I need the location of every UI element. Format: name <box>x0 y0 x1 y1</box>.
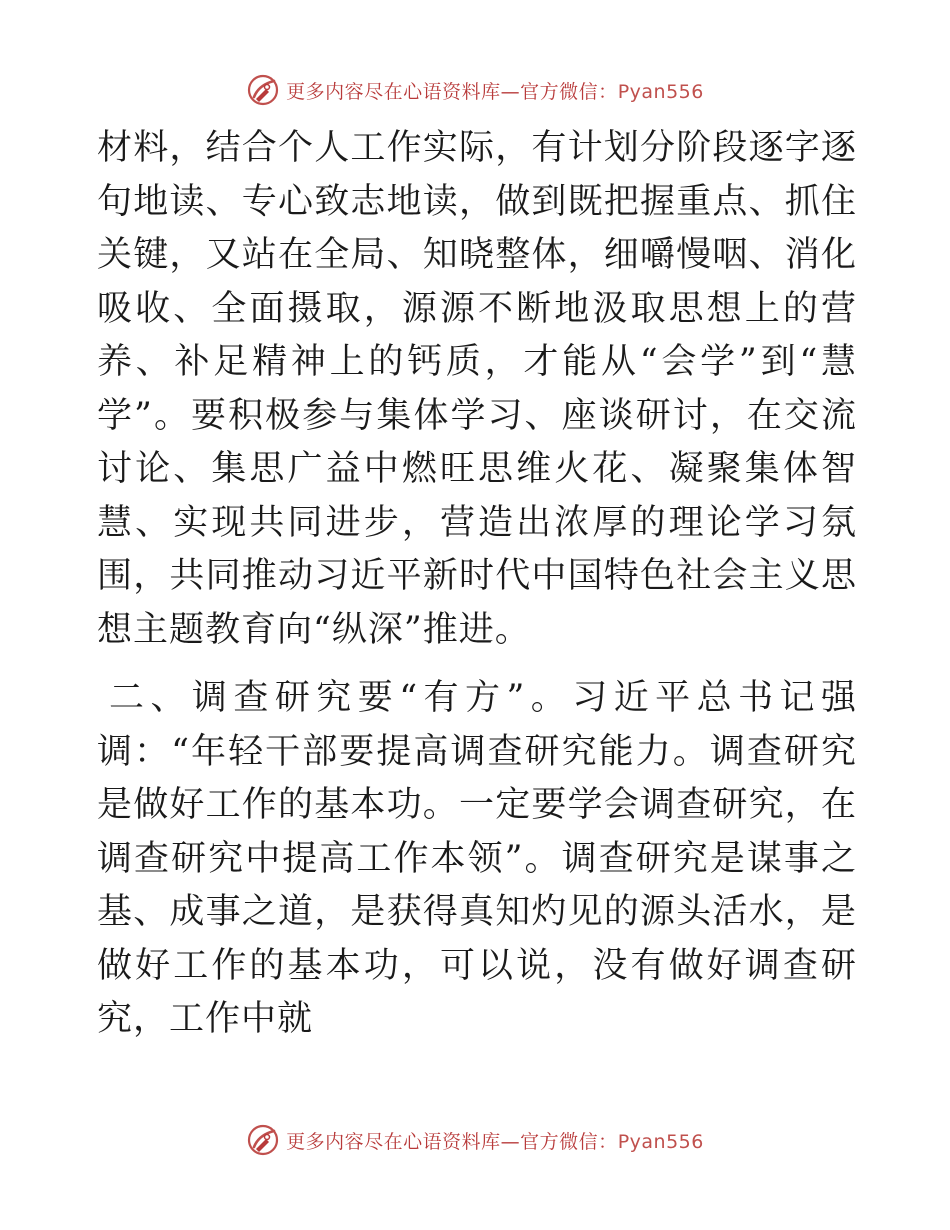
body-paragraph-1: 材料，结合个人工作实际，有计划分阶段逐字逐句地读、专心致志地读，做到既把握重点、抓住关键，又站在全局、知晓整体，细嚼慢咽、消化吸收、全面摄取，源源不断地汲取思想上的营养、补足精神上的钙质，才能从“会学”到“慧学”。要积极参与集体学习、座谈研讨，在交流讨论、集思广益中燃旺思维火花、凝聚集体智慧、实现共同进步，营造出浓厚的理论学习氛围，共同推动习近平新时代中国特色社会主义思想主题教育向“纵深”推进。 <box>97 128 857 650</box>
pen-logo-icon <box>246 1123 280 1157</box>
watermark-separator: — <box>500 80 521 103</box>
document-body <box>97 122 857 1047</box>
watermark-text <box>286 1127 704 1154</box>
body-paragraph-2: 二、调查研究要“有方”。习近平总书记强调：“年轻干部要提高调查研究能力。调查研究是做好工作的基本功。一定要学会调查研究，在调查研究中提高工作本领”。调查研究是谋事之基、成事之道，是获得真知灼见的源头活水，是做好工作的基本功，可以说，没有做好调查研究，工作中就 <box>97 678 857 1039</box>
watermark-wechat-id: Pyan556 <box>617 1130 704 1153</box>
watermark-wechat-label: 官方微信： <box>520 80 618 103</box>
watermark-wechat-label: 官方微信： <box>520 1130 618 1153</box>
watermark-wechat-id: Pyan556 <box>617 80 704 103</box>
watermark-brand: 更多内容尽在心语资料库 <box>286 1130 501 1153</box>
watermark-text <box>286 77 704 104</box>
header-watermark <box>0 70 950 110</box>
watermark-brand: 更多内容尽在心语资料库 <box>286 80 501 103</box>
pen-logo-icon <box>246 73 280 107</box>
watermark-separator: — <box>500 1130 521 1153</box>
footer-watermark <box>0 1120 950 1160</box>
